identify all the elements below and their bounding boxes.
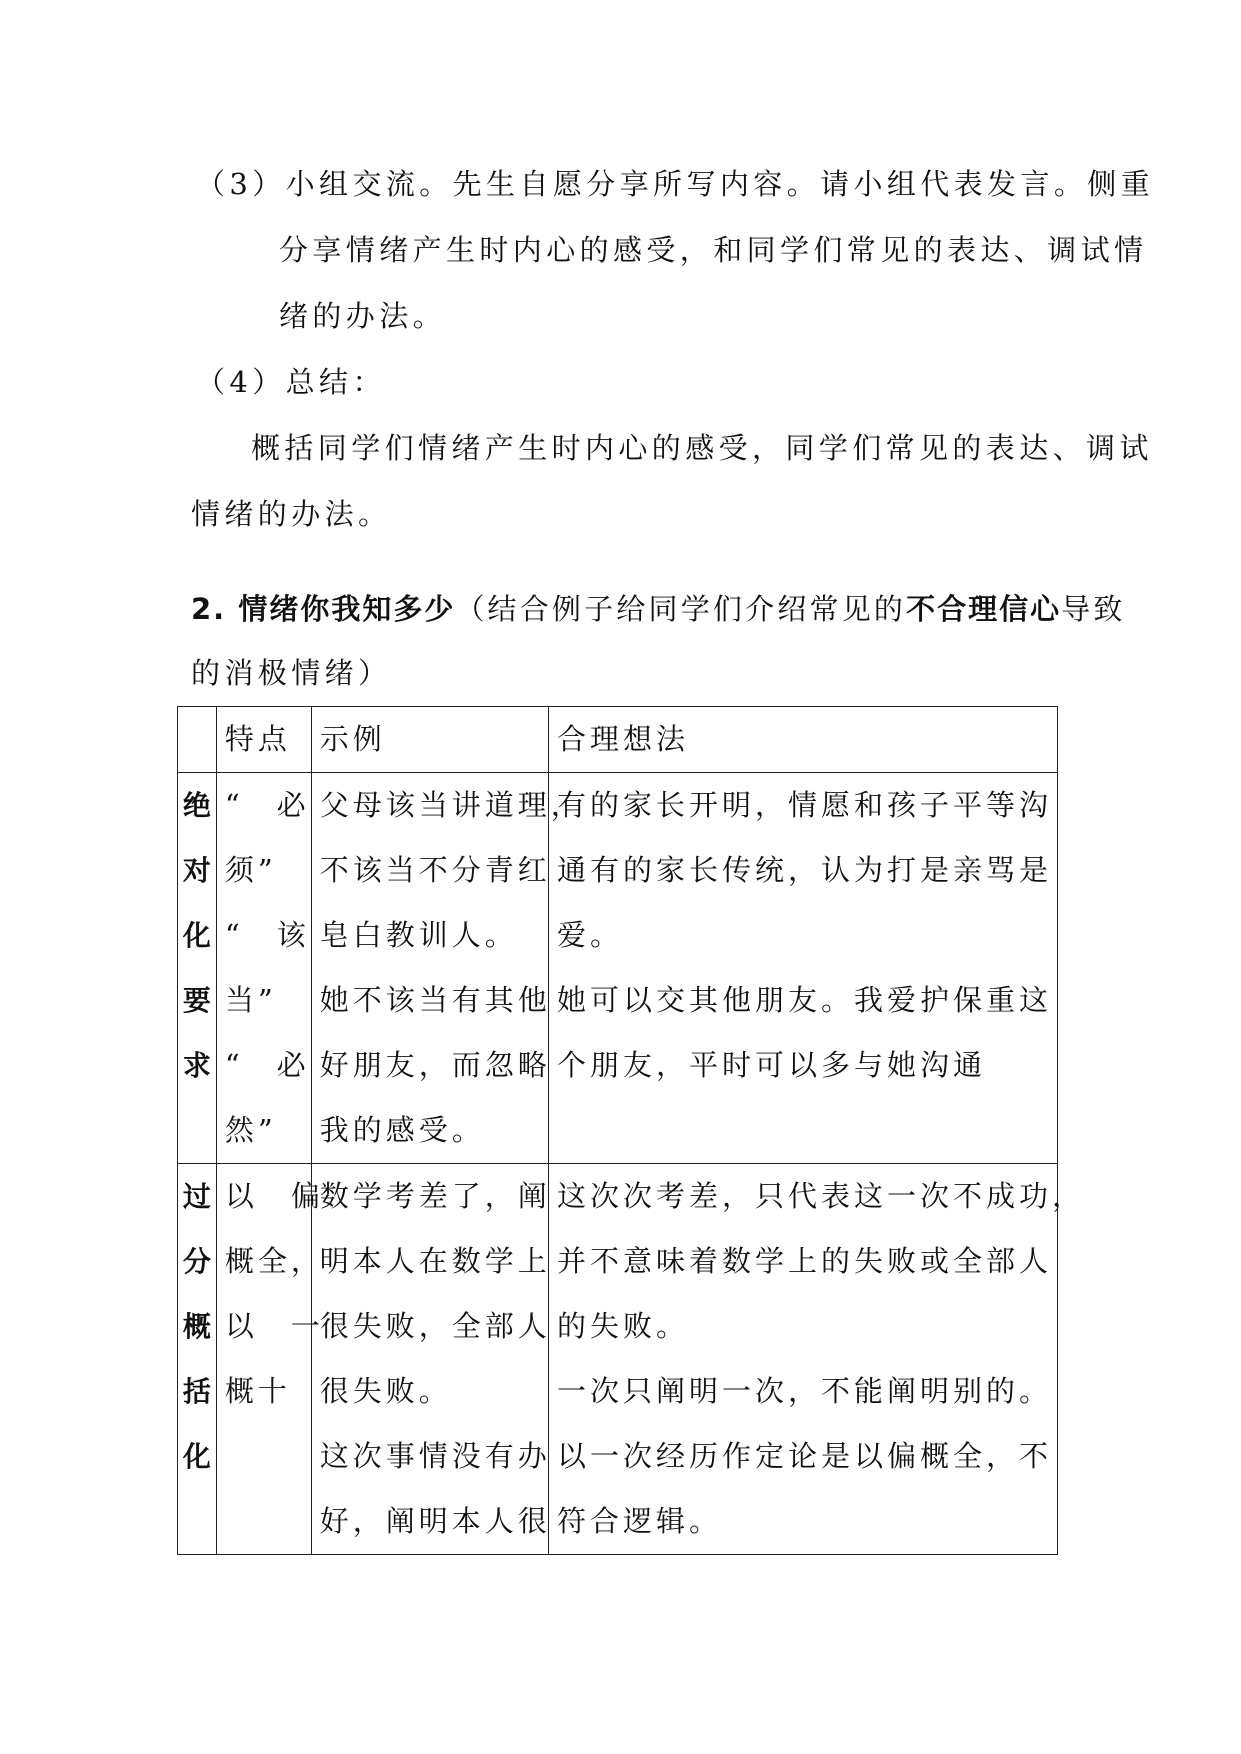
belief-table bbox=[177, 706, 1085, 1555]
example-line: 很失败。 bbox=[319, 1374, 452, 1408]
example-line: 父母该当讲道理， bbox=[319, 788, 584, 822]
category-char: 过 bbox=[182, 1180, 211, 1213]
rational-line: 个朋友，平时可以多与她沟通 bbox=[556, 1048, 986, 1082]
rational-line: 一次只阐明一次，不能阐明别的。 bbox=[556, 1374, 1052, 1408]
rational-line: 她可以交其他朋友。我爱护保重这 bbox=[556, 983, 1052, 1017]
feature-line: 当” bbox=[224, 983, 277, 1017]
feature-line: “ 必 bbox=[224, 788, 310, 822]
example-line: 好朋友，而忽略 bbox=[319, 1048, 551, 1082]
category-char: 要 bbox=[182, 984, 211, 1017]
rational-line: 这次次考差，只代表这一次不成功， bbox=[556, 1179, 1085, 1213]
example-line: 不该当不分青红 bbox=[319, 853, 551, 887]
category-char: 绝 bbox=[182, 789, 211, 822]
rational-line: 以一次经历作定论是以偏概全，不 bbox=[556, 1439, 1052, 1473]
feature-line: 概全， bbox=[224, 1244, 324, 1278]
feature-line: “ 必 bbox=[224, 1048, 310, 1082]
feature-line: 概十 bbox=[224, 1374, 291, 1408]
category-char: 化 bbox=[182, 1440, 211, 1473]
rational-line: 的失败。 bbox=[556, 1309, 689, 1343]
category-cell bbox=[178, 1164, 217, 1555]
category-char: 化 bbox=[182, 919, 211, 952]
section-intro-bold: 不合理信心 bbox=[906, 592, 1062, 626]
feature-line: 须” bbox=[224, 853, 277, 887]
rational-line: 有的家长开明，情愿和孩子平等沟 bbox=[556, 788, 1052, 822]
section-intro-end: 导致 bbox=[1061, 592, 1126, 626]
example-line: 这次事情没有办 bbox=[319, 1439, 551, 1473]
category-char: 对 bbox=[182, 854, 211, 887]
category-char: 分 bbox=[182, 1245, 211, 1278]
rational-line: 符合逻辑。 bbox=[556, 1504, 722, 1538]
header-cell-rational: 合理想法 bbox=[548, 707, 1057, 773]
summary-paragraph: 概括同学们情绪产生时内心的感受，同学们常见的表达、调试 bbox=[251, 431, 1153, 465]
header-cell-empty bbox=[178, 707, 217, 773]
paragraph-step-3: （3）小组交流。先生自愿分享所写内容。请小组代表发言。侧重 bbox=[196, 167, 1155, 201]
category-char: 求 bbox=[182, 1049, 211, 1082]
feature-cell bbox=[216, 1164, 324, 1555]
section-heading bbox=[191, 589, 1126, 629]
example-line: 明本人在数学上 bbox=[319, 1244, 551, 1278]
feature-cell bbox=[216, 773, 311, 1164]
example-line: 皂白教训人。 bbox=[319, 918, 518, 952]
section-title: 情绪你我知多少 bbox=[238, 592, 456, 626]
feature-line: 然” bbox=[224, 1113, 277, 1147]
example-line: 很失败，全部人 bbox=[319, 1309, 551, 1343]
example-line: 好，阐明本人很 bbox=[319, 1504, 551, 1538]
feature-line: “ 该 bbox=[224, 918, 310, 952]
rational-line: 通有的家长传统，认为打是亲骂是 bbox=[556, 853, 1052, 887]
example-line: 数学考差了，阐 bbox=[319, 1179, 551, 1213]
section-intro: （结合例子给同学们介绍常见的 bbox=[455, 592, 907, 626]
paragraph-step-4: （4）总结： bbox=[196, 365, 386, 399]
category-char: 概 bbox=[182, 1310, 211, 1343]
example-line: 我的感受。 bbox=[319, 1113, 485, 1147]
category-cell bbox=[178, 773, 217, 1164]
rational-cell bbox=[548, 773, 1057, 1164]
feature-line: 以 一 bbox=[224, 1309, 324, 1343]
feature-line: 以 偏 bbox=[224, 1179, 324, 1213]
section-intro-line2: 的消极情绪） bbox=[191, 656, 392, 690]
table-row bbox=[178, 773, 1058, 1164]
paragraph-step-3-cont: 分享情绪产生时内心的感受，和同学们常见的表达、调试情 bbox=[279, 233, 1148, 267]
example-cell bbox=[311, 773, 584, 1164]
rational-cell bbox=[548, 1164, 1085, 1555]
summary-paragraph-end: 情绪的办法。 bbox=[191, 497, 392, 531]
rational-line: 爱。 bbox=[556, 918, 623, 952]
header-cell-example: 示例 bbox=[311, 707, 548, 773]
rational-line: 并不意味着数学上的失败或全部人 bbox=[556, 1244, 1052, 1278]
paragraph-step-3-end: 绪的办法。 bbox=[279, 299, 447, 333]
table-row bbox=[178, 1164, 1058, 1555]
category-char: 括 bbox=[182, 1375, 211, 1408]
table-header-row bbox=[178, 707, 1058, 773]
example-line: 她不该当有其他 bbox=[319, 983, 551, 1017]
section-number: 2. bbox=[191, 592, 227, 626]
example-cell bbox=[311, 1164, 551, 1555]
header-cell-feature: 特点 bbox=[216, 707, 311, 773]
